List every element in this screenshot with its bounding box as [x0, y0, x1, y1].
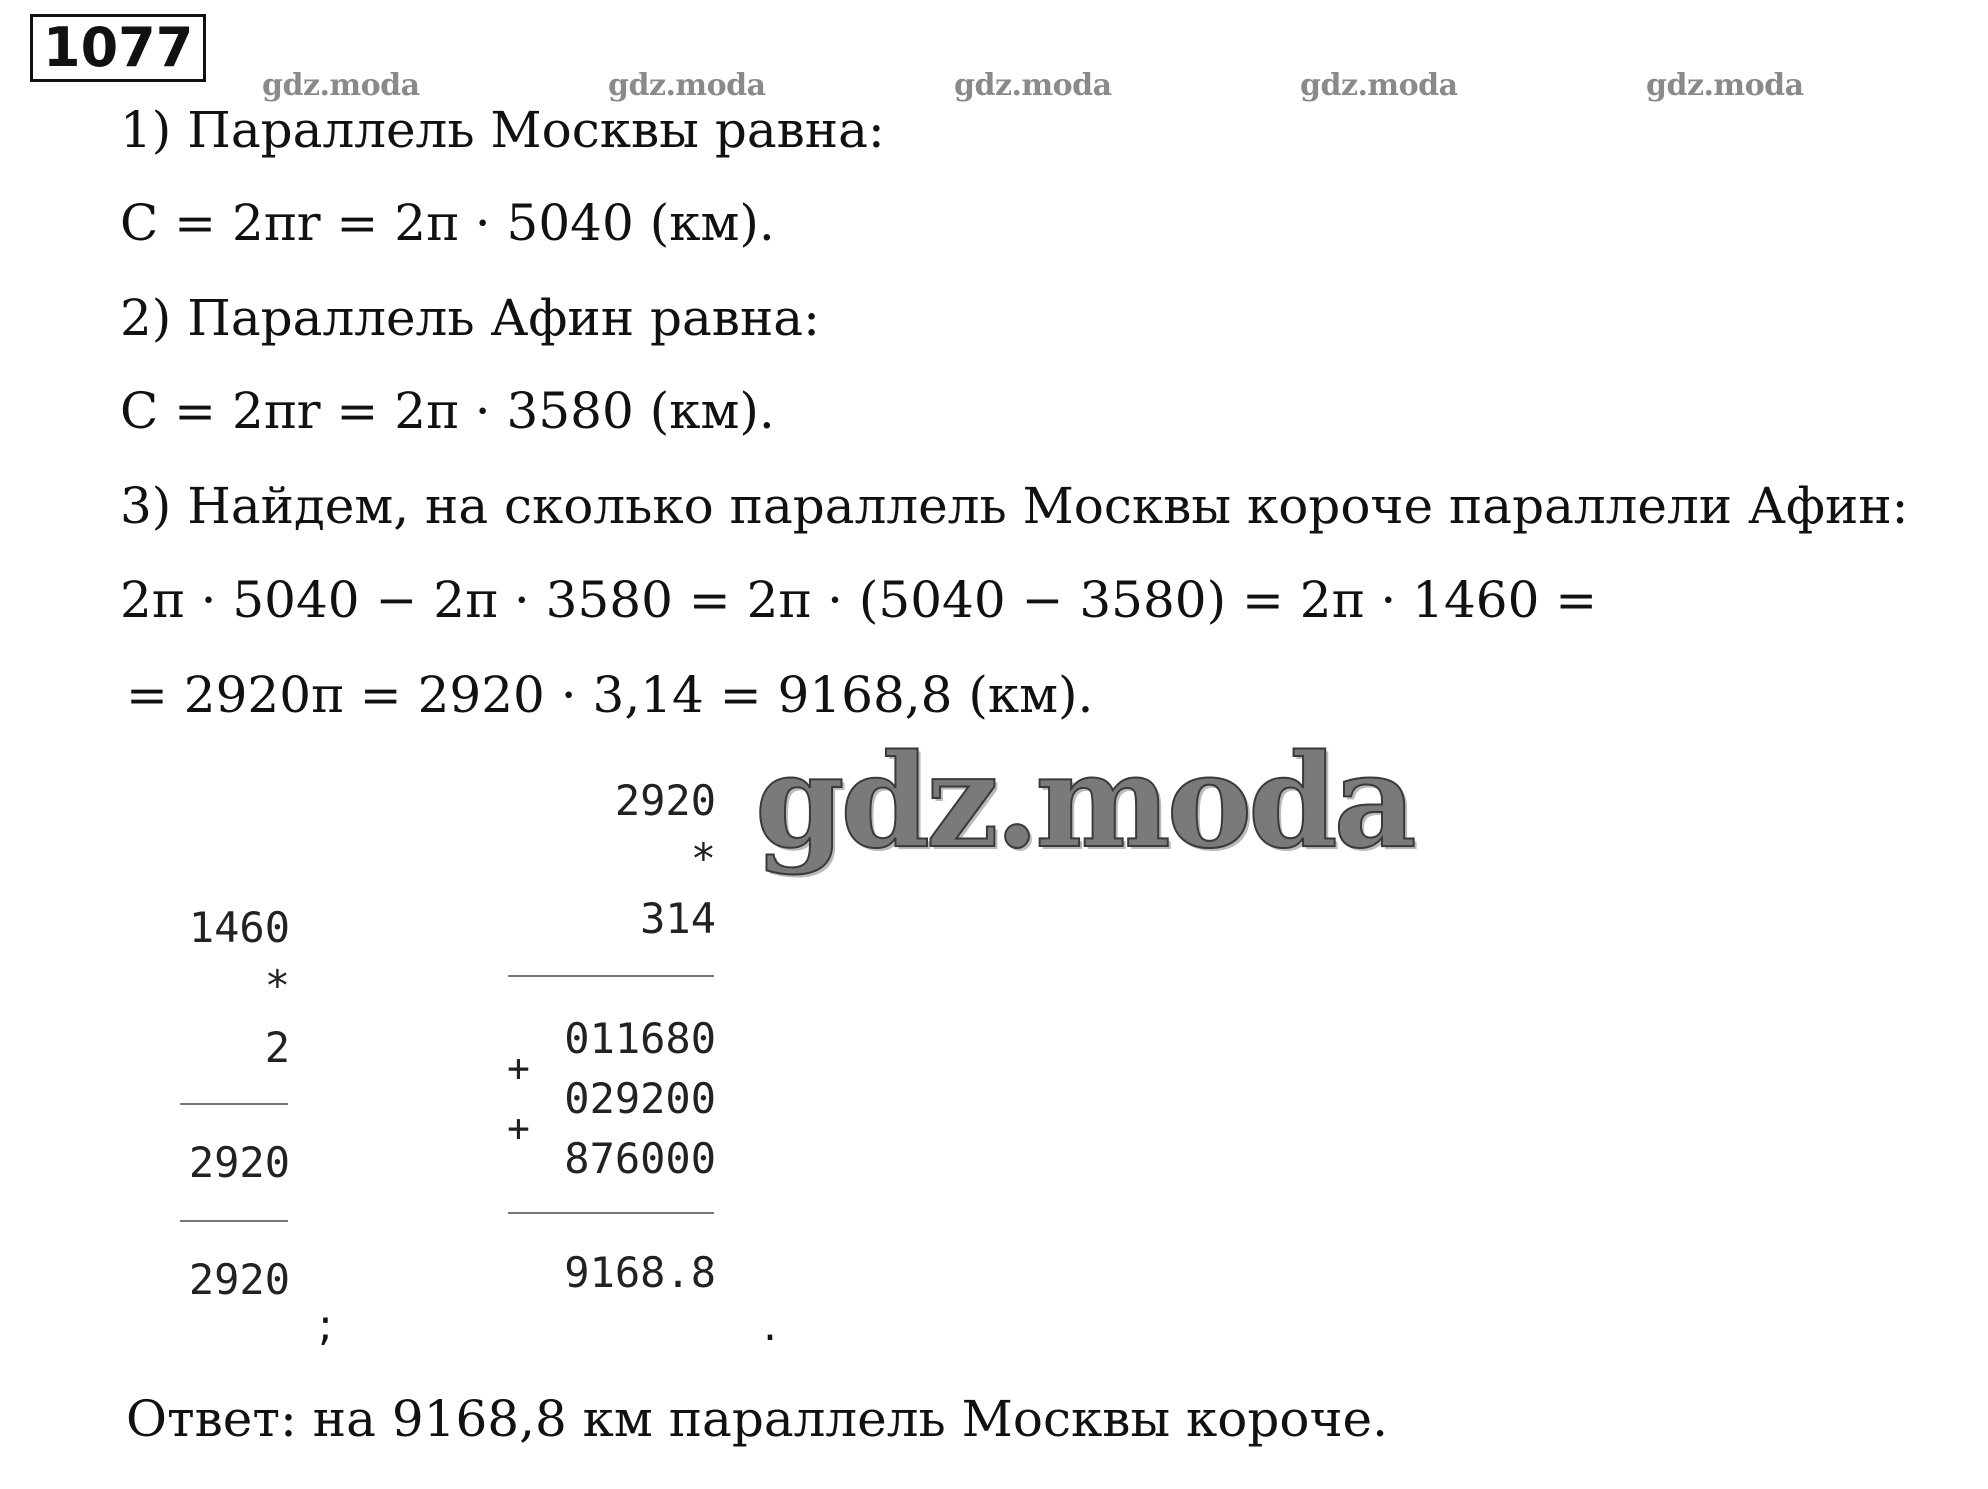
calc-left-rule: [180, 1103, 288, 1105]
step1-formula: C = 2πr = 2π · 5040 (км).: [120, 194, 775, 252]
calc-right-end-mark: .: [763, 1300, 777, 1351]
calc-right-rule: [508, 1212, 714, 1214]
answer-text: Ответ: на 9168,8 км параллель Москвы короче.: [126, 1390, 1389, 1448]
calc-left-rule: [180, 1220, 288, 1222]
problem-number: 1077: [30, 14, 206, 82]
watermark-small: gdz.moda: [608, 68, 766, 103]
watermark-small: gdz.moda: [262, 68, 420, 103]
watermark-small: gdz.moda: [1646, 68, 1804, 103]
calc-right-multiplier: 314: [640, 894, 716, 943]
calc-right-plus: +: [507, 1106, 530, 1150]
calc-left-partial: 2920: [188, 1138, 290, 1187]
step1-title: 1) Параллель Москвы равна:: [120, 101, 885, 159]
calc-left-end-mark: ;: [318, 1300, 333, 1351]
calc-right-partial-2: 029200: [564, 1074, 716, 1123]
watermark-large: gdz.moda: [755, 727, 1413, 877]
calc-right-partial-3: 876000: [564, 1134, 716, 1183]
calc-right-multiplicand: 2920: [614, 776, 716, 825]
calc-left-operator: *: [264, 961, 290, 1010]
calc-left-multiplier: 2: [264, 1023, 290, 1072]
calc-right-plus: +: [507, 1046, 530, 1090]
calc-right-result: 9168.8: [564, 1248, 716, 1297]
step2-formula: C = 2πr = 2π · 3580 (км).: [120, 382, 775, 440]
watermark-small: gdz.moda: [954, 68, 1112, 103]
calc-left-result: 2920: [188, 1255, 290, 1304]
calc-right-rule: [508, 975, 714, 977]
step3-line2: = 2920π = 2920 · 3,14 = 9168,8 (км).: [126, 666, 1094, 724]
step3-line1: 2π · 5040 − 2π · 3580 = 2π · (5040 − 3580) = 2π · 1460 =: [120, 571, 1598, 629]
step2-title: 2) Параллель Афин равна:: [120, 289, 820, 347]
step3-title: 3) Найдем, на сколько параллель Москвы короче параллели Афин:: [120, 477, 1909, 535]
calc-right-operator: *: [690, 834, 716, 883]
calc-right-partial-1: 011680: [564, 1014, 716, 1063]
watermark-small: gdz.moda: [1300, 68, 1458, 103]
calc-left-multiplicand: 1460: [188, 903, 290, 952]
